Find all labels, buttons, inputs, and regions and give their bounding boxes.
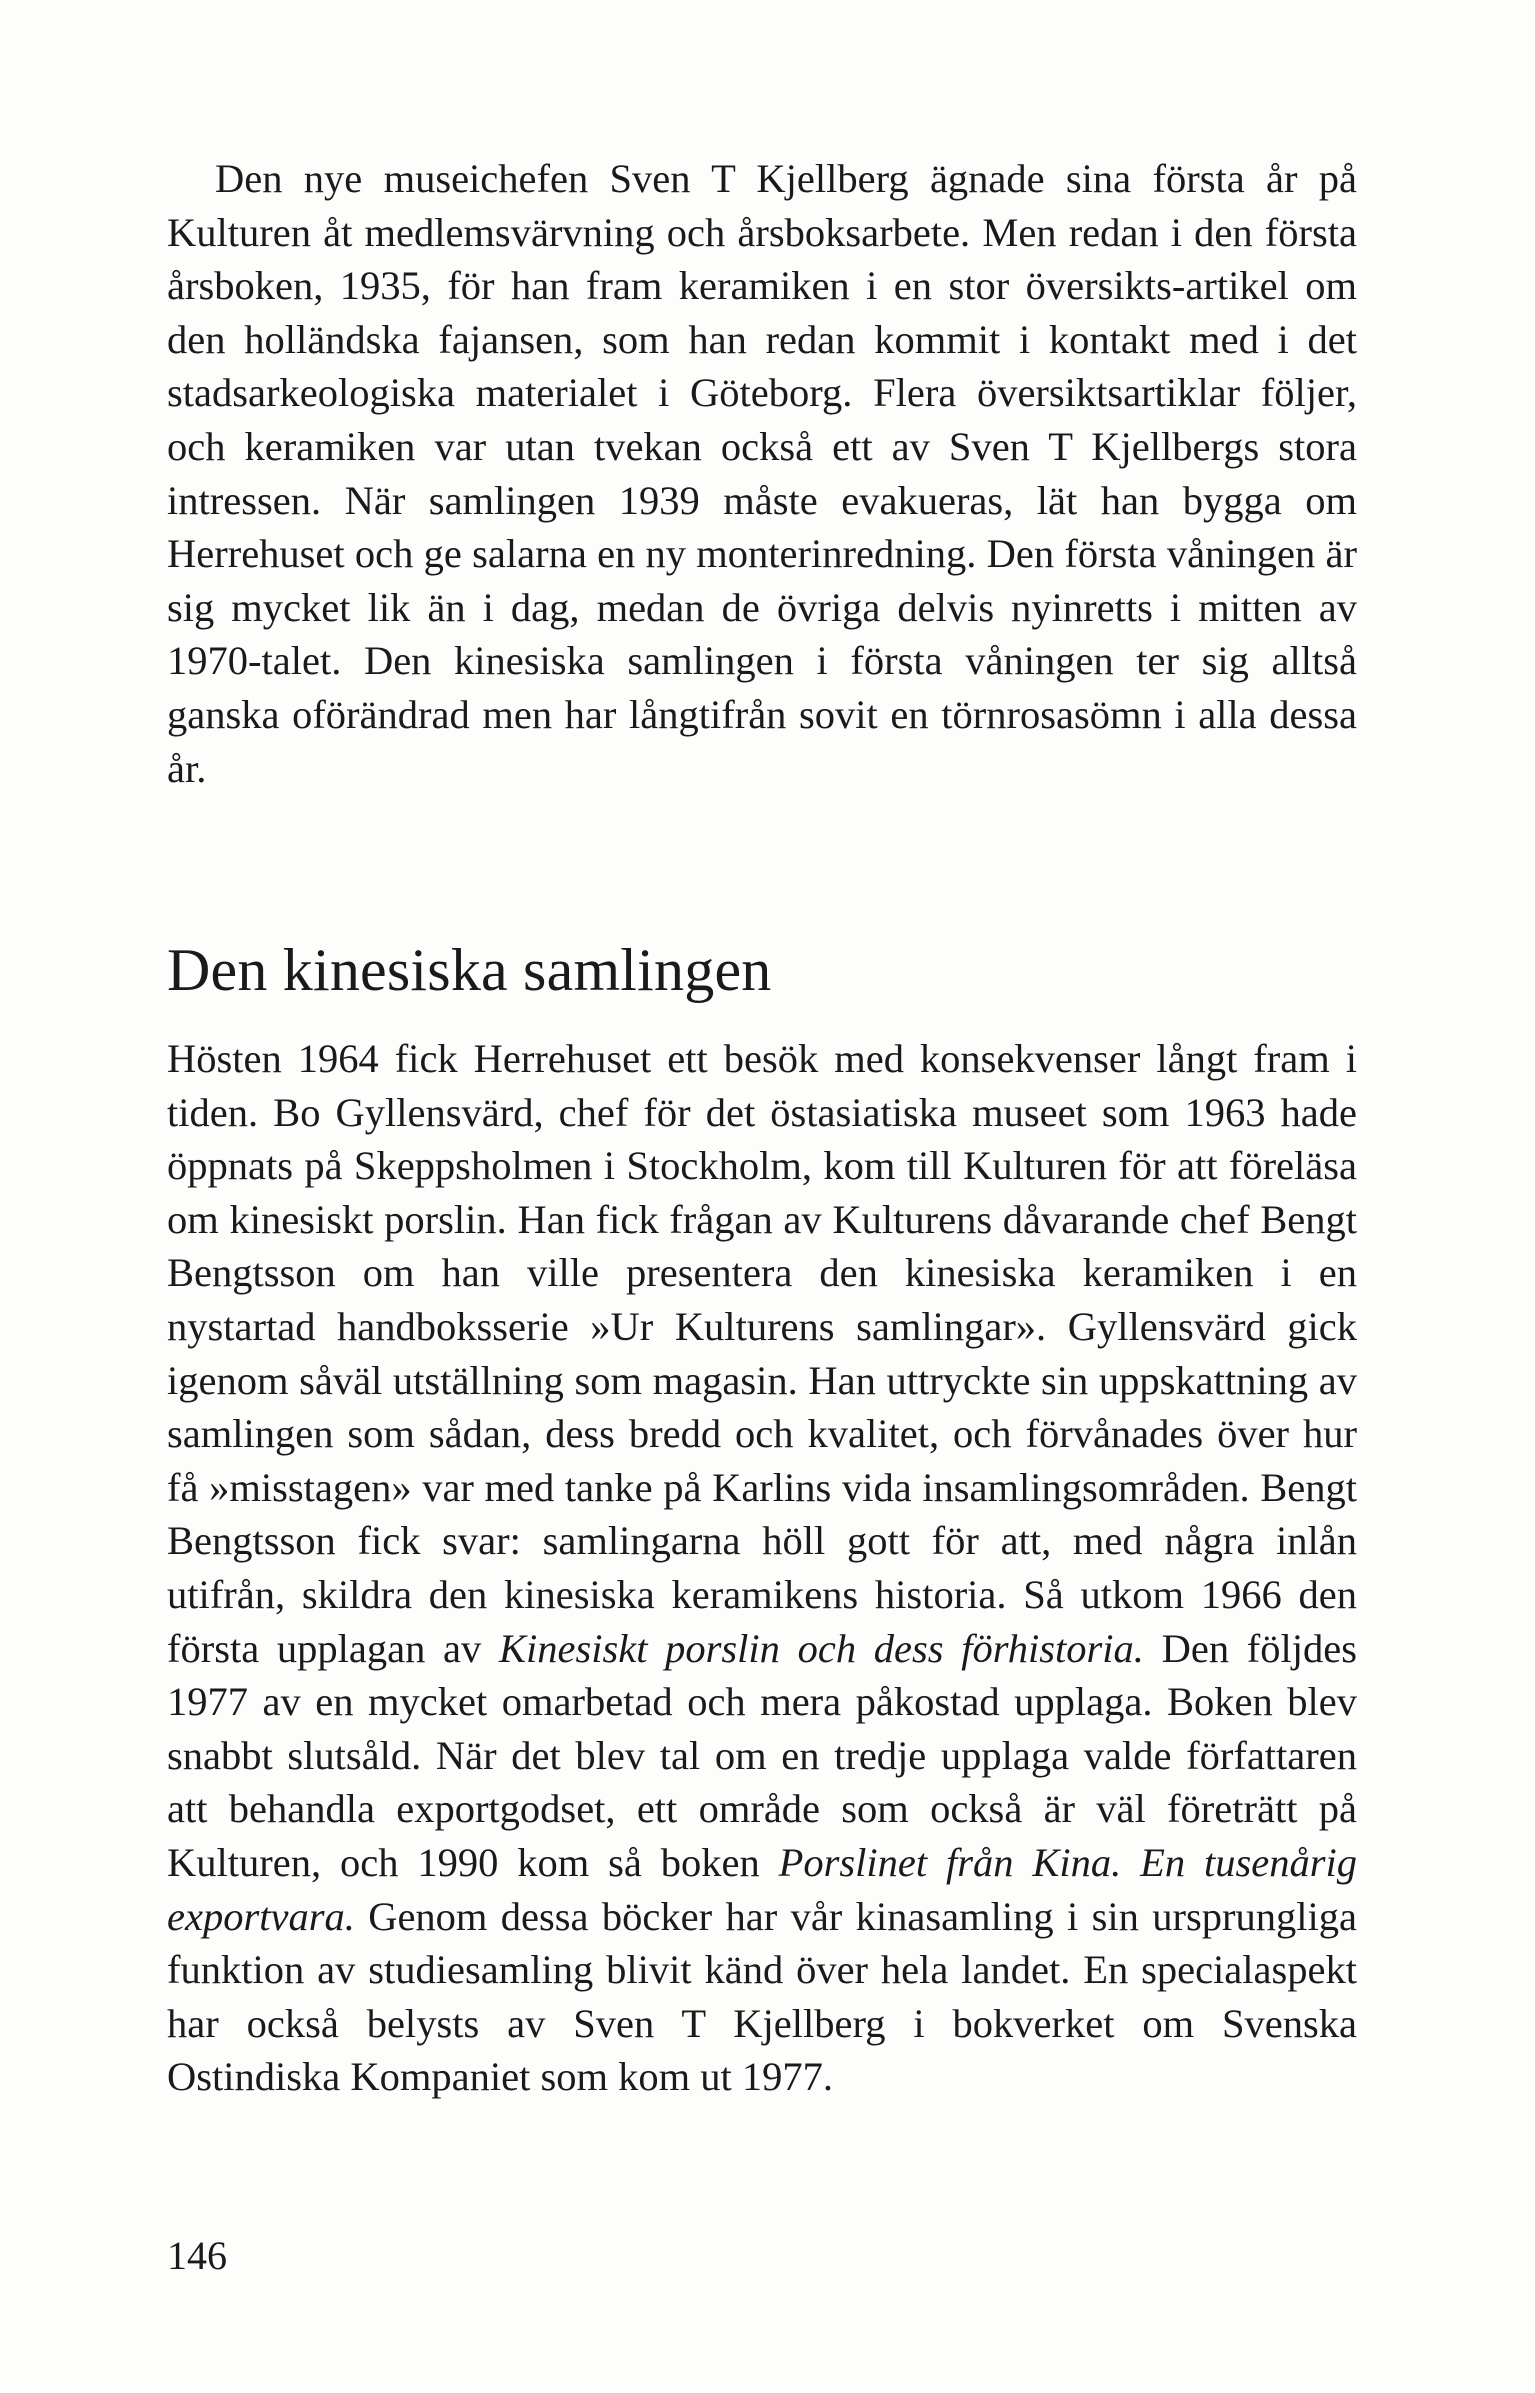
body-paragraph-1: [167, 152, 1357, 795]
page-number: 146: [167, 2233, 227, 2278]
section-heading: Den kinesiska samlingen: [167, 937, 772, 1003]
book-title: Kinesiskt porslin och dess förhistoria.: [498, 1625, 1144, 1671]
text-run: Hösten 1964 fick Herrehuset ett besök med konsekvenser långt fram i tiden. Bo Gyllensvärd, chef för det östasiatiska museet som 1963 hade öppnats på Skeppsholmen i Stockholm, kom till Kulturen för att föreläsa om kinesiskt porslin. Han fick frågan av Kulturens dåvarande chef Bengt Bengtsson om han ville presentera den kinesiska keramiken i en nystartad handboksserie »Ur Kulturens samlingar». Gyllensvärd gick igenom såväl utställning som magasin. Han uttryckte sin uppskattning av samlingen som sådan, dess bredd och kvalitet, och förvånades över hur få »misstagen» var med tanke på Karlins vida insamlingsområden. Bengt Bengtsson fick svar: samlingarna höll gott för att, med några inlån utifrån, skildra den kinesiska keramikens historia. Så utkom 1966 den första upplagan av: [167, 1036, 1357, 1671]
text-run: Den följdes 1977 av en mycket omarbetad och mera påkostad upplaga. Boken blev snabbt slutsåld. När det blev tal om en tredje upplaga valde författaren att behandla exportgodset, ett område som också är väl företrätt på Kulturen, och 1990 kom så boken: [167, 1625, 1357, 1885]
book-title: Porslinet från Kina. En tusenårig exportvara.: [167, 1839, 1357, 1939]
text-run: Genom dessa böcker har vår kinasamling i sin ursprungliga funktion av studiesamling blivit känd över hela landet. En specialaspekt har också belysts av Sven T Kjellberg i bokverket om Svenska Ostindiska Kompaniet som kom ut 1977.: [167, 1893, 1357, 2100]
paragraph-text: [167, 1032, 1357, 2104]
body-paragraph-2: [167, 1032, 1357, 2104]
paragraph-text: Den nye museichefen Sven T Kjellberg ägnade sina första år på Kulturen åt medlemsvärvning och årsboksarbete. Men redan i den första årsboken, 1935, för han fram keramiken i en stor översikts-artikel om den holländska fajansen, som han redan kommit i kontakt med i det stadsarkeologiska materialet i Göteborg. Flera översiktsartiklar följer, och keramiken var utan tvekan också ett av Sven T Kjellbergs stora intressen. När samlingen 1939 måste evakueras, lät han bygga om Herrehuset och ge salarna en ny monterinredning. Den första våningen är sig mycket lik än i dag, medan de övriga delvis nyinretts i mitten av 1970-talet. Den kinesiska samlingen i första våningen ter sig alltså ganska oförändrad men har långtifrån sovit en törnrosasömn i alla dessa år.: [167, 156, 1357, 791]
